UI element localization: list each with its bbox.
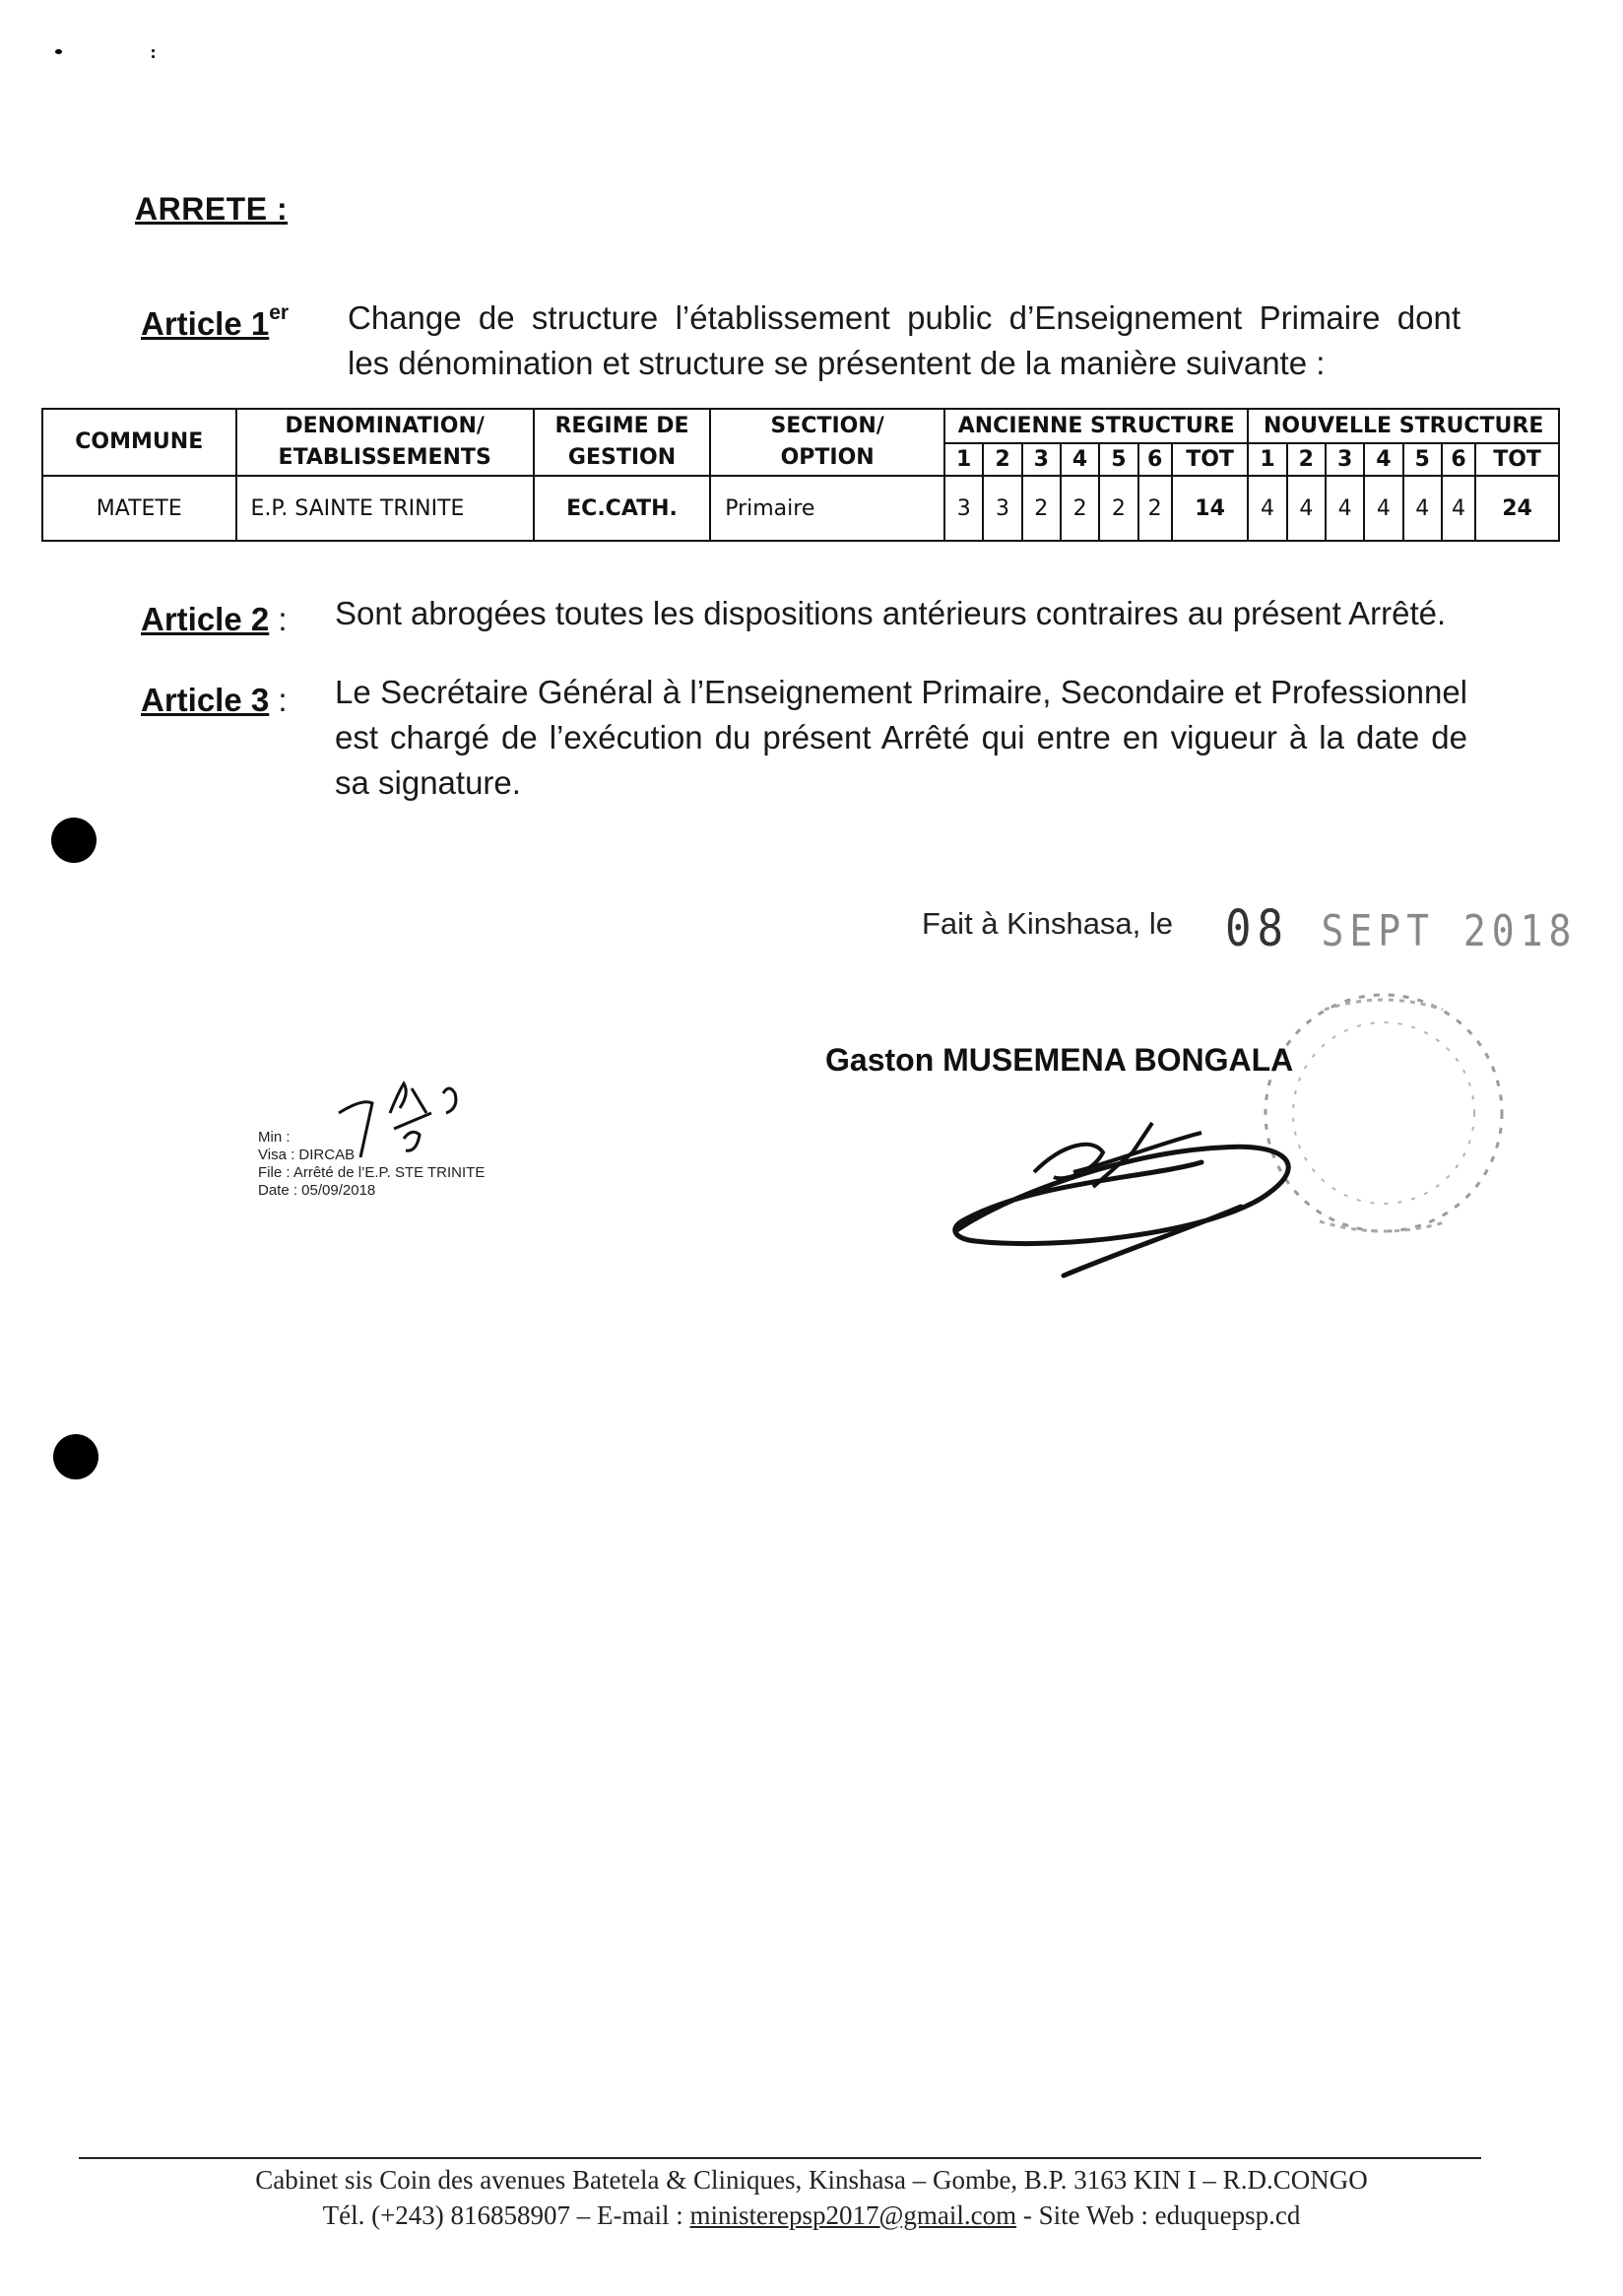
header-regime xyxy=(534,409,710,476)
header-regime-line: GESTION xyxy=(567,445,677,470)
article-3-colon: : xyxy=(278,682,288,718)
scan-speck xyxy=(152,55,155,58)
table-row xyxy=(42,476,1559,541)
cell-nouvelle-count: 4 xyxy=(1287,476,1326,541)
article-2-colon: : xyxy=(278,601,288,637)
meta-date: Date : 05/09/2018 xyxy=(258,1182,376,1199)
punch-hole-mark xyxy=(53,1434,98,1479)
meta-min: Min : xyxy=(258,1129,291,1146)
scan-speck xyxy=(55,49,62,54)
cell-nouvelle-count: 4 xyxy=(1248,476,1286,541)
header-nouvelle-structure: NOUVELLE STRUCTURE xyxy=(1248,409,1559,443)
header-section-line: OPTION xyxy=(780,445,875,470)
handwritten-signature xyxy=(945,1103,1320,1290)
punch-hole-mark xyxy=(51,818,97,863)
header-class-number: 6 xyxy=(1138,443,1172,476)
cell-commune: MATETE xyxy=(42,476,236,541)
header-class-number: 2 xyxy=(983,443,1021,476)
header-class-number: 5 xyxy=(1099,443,1137,476)
header-commune: COMMUNE xyxy=(42,409,236,476)
cell-nouvelle-count: 4 xyxy=(1442,476,1475,541)
header-class-number: 3 xyxy=(1022,443,1061,476)
article-1-label-text: Article 1 xyxy=(141,305,270,342)
date-stamp-day: 08 xyxy=(1225,900,1289,958)
cell-section: Primaire xyxy=(710,476,944,541)
footer-address: Cabinet sis Coin des avenues Batetela & Cliniques, Kinshasa – Gombe, B.P. 3163 KIN I – R.D.CONGO xyxy=(255,2165,1368,2195)
header-section xyxy=(710,409,944,476)
decree-heading: ARRETE : xyxy=(135,191,289,227)
date-stamp xyxy=(1225,900,1577,958)
header-class-number: 3 xyxy=(1326,443,1364,476)
cell-ancienne-count: 2 xyxy=(1061,476,1099,541)
meta-visa: Visa : DIRCAB xyxy=(258,1147,356,1163)
header-class-number: 5 xyxy=(1403,443,1442,476)
article-2-label xyxy=(141,601,288,638)
article-3-line: est chargé de l’exécution du présent Arrêté qui entre en vigueur à la date de xyxy=(335,719,1467,755)
header-total: TOT xyxy=(1475,443,1559,476)
cell-nouvelle-count: 4 xyxy=(1364,476,1402,541)
header-ancienne-structure: ANCIENNE STRUCTURE xyxy=(944,409,1248,443)
cell-ancienne-total: 14 xyxy=(1172,476,1249,541)
footer-contact xyxy=(0,2200,1623,2231)
cell-ancienne-count: 2 xyxy=(1099,476,1137,541)
article-1-label xyxy=(141,301,290,343)
header-denomination-line: DENOMINATION/ xyxy=(285,414,485,438)
header-class-number: 6 xyxy=(1442,443,1475,476)
cell-nouvelle-count: 4 xyxy=(1326,476,1364,541)
cell-nouvelle-count: 4 xyxy=(1403,476,1442,541)
header-class-number: 1 xyxy=(944,443,983,476)
cell-regime: EC.CATH. xyxy=(534,476,710,541)
article-3-label-text: Article 3 xyxy=(141,682,270,718)
cell-ancienne-count: 3 xyxy=(983,476,1021,541)
cell-ancienne-count: 2 xyxy=(1138,476,1172,541)
article-3-line: sa signature. xyxy=(335,764,521,801)
header-class-number: 4 xyxy=(1364,443,1402,476)
footer-email-link[interactable]: ministerepsp2017@gmail.com xyxy=(689,2200,1017,2230)
header-denomination-line: ETABLISSEMENTS xyxy=(278,445,491,470)
article-1-text xyxy=(348,295,1461,386)
place-date-label: Fait à Kinshasa, le xyxy=(922,906,1174,941)
header-class-number: 4 xyxy=(1061,443,1099,476)
header-section-line: SECTION/ xyxy=(770,414,884,438)
article-3-text xyxy=(335,670,1467,806)
scan-speck xyxy=(152,49,155,52)
header-total: TOT xyxy=(1172,443,1249,476)
article-1-line: Change de structure l’établissement public d’Enseignement Primaire dont xyxy=(348,299,1461,336)
article-1-line: les dénomination et structure se présentent de la manière suivante : xyxy=(348,345,1326,381)
article-2-text xyxy=(335,591,1467,636)
header-regime-line: REGIME DE xyxy=(554,414,689,438)
cell-ancienne-count: 2 xyxy=(1022,476,1061,541)
cell-ancienne-count: 3 xyxy=(944,476,983,541)
article-2-line: Sont abrogées toutes les dispositions antérieurs contraires au présent Arrêté. xyxy=(335,595,1447,631)
meta-file: File : Arrêté de l’E.P. STE TRINITE xyxy=(258,1164,486,1181)
footer-website: - Site Web : eduquepsp.cd xyxy=(1016,2200,1301,2230)
signer-name: Gaston MUSEMENA BONGALA xyxy=(825,1042,1294,1078)
header-denomination xyxy=(236,409,534,476)
structure-table xyxy=(41,408,1560,542)
article-3-line: Le Secrétaire Général à l’Enseignement Primaire, Secondaire et Professionnel xyxy=(335,674,1467,710)
article-1-superscript: er xyxy=(269,301,290,324)
document-metadata xyxy=(258,1129,485,1200)
article-3-label xyxy=(141,682,288,719)
cell-nouvelle-total: 24 xyxy=(1475,476,1559,541)
date-stamp-month-year: SEPT 2018 xyxy=(1321,905,1578,956)
header-class-number: 1 xyxy=(1248,443,1286,476)
footer-telephone: Tél. (+243) 816858907 – E-mail : xyxy=(322,2200,690,2230)
footer-rule xyxy=(79,2157,1481,2159)
article-2-label-text: Article 2 xyxy=(141,601,270,637)
header-class-number: 2 xyxy=(1287,443,1326,476)
cell-denomination: E.P. SAINTE TRINITE xyxy=(236,476,534,541)
